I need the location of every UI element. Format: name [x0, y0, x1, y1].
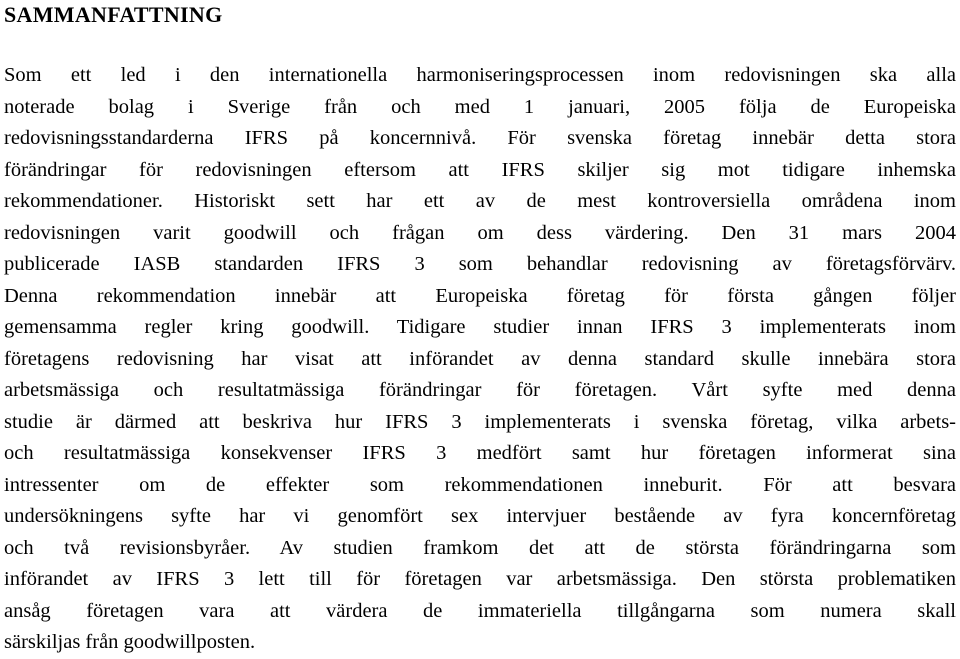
paragraph-line: införandet av IFRS 3 lett till för företagen var arbetsmässiga. Den största problematiken	[4, 568, 956, 590]
summary-paragraph	[4, 60, 956, 659]
paragraph-line: rekommendationer. Historiskt sett har ett av de mest kontroversiella områdena inom	[4, 190, 956, 212]
paragraph-line: och två revisionsbyråer. Av studien framkom det att de största förändringarna som	[4, 536, 956, 559]
paragraph-line: Som ett led i den internationella harmoniseringsprocessen inom redovisningen ska alla	[4, 64, 956, 86]
paragraph-line: noterade bolag i Sverige från och med 1 januari, 2005 följa de Europeiska	[4, 95, 956, 118]
section-heading: SAMMANFATTNING	[4, 2, 223, 27]
paragraph-last-line: särskiljas från goodwillposten.	[4, 631, 256, 653]
paragraph-line: gemensamma regler kring goodwill. Tidigare studier innan IFRS 3 implementerats inom	[4, 316, 956, 338]
paragraph-line: förändringar för redovisningen eftersom att IFRS skiljer sig mot tidigare inhemska	[4, 158, 956, 181]
paragraph-line: intressenter om de effekter som rekommendationen inneburit. För att besvara	[4, 473, 956, 496]
paragraph-line: och resultatmässiga konsekvenser IFRS 3 medfört samt hur företagen informerat sina	[4, 442, 956, 464]
paragraph-line: publicerade IASB standarden IFRS 3 som behandlar redovisning av företagsförvärv.	[4, 253, 956, 275]
paragraph-line: ansåg företagen vara att värdera de immateriella tillgångarna som numera skall	[4, 599, 956, 622]
paragraph-line: arbetsmässiga och resultatmässiga förändringar för företagen. Vårt syfte med denna	[4, 379, 956, 401]
paragraph-line: redovisningsstandarderna IFRS på koncernnivå. För svenska företag innebär detta stora	[4, 127, 956, 149]
paragraph-line: företagens redovisning har visat att införandet av denna standard skulle innebära stora	[4, 347, 956, 370]
paragraph-line: undersökningens syfte har vi genomfört sex intervjuer bestående av fyra koncernföretag	[4, 505, 956, 527]
paragraph-line: redovisningen varit goodwill och frågan om dess värdering. Den 31 mars 2004	[4, 221, 956, 244]
paragraph-line: Denna rekommendation innebär att Europeiska företag för första gången följer	[4, 284, 956, 307]
paragraph-line: studie är därmed att beskriva hur IFRS 3 implementerats i svenska företag, vilka arbets-	[4, 410, 956, 433]
